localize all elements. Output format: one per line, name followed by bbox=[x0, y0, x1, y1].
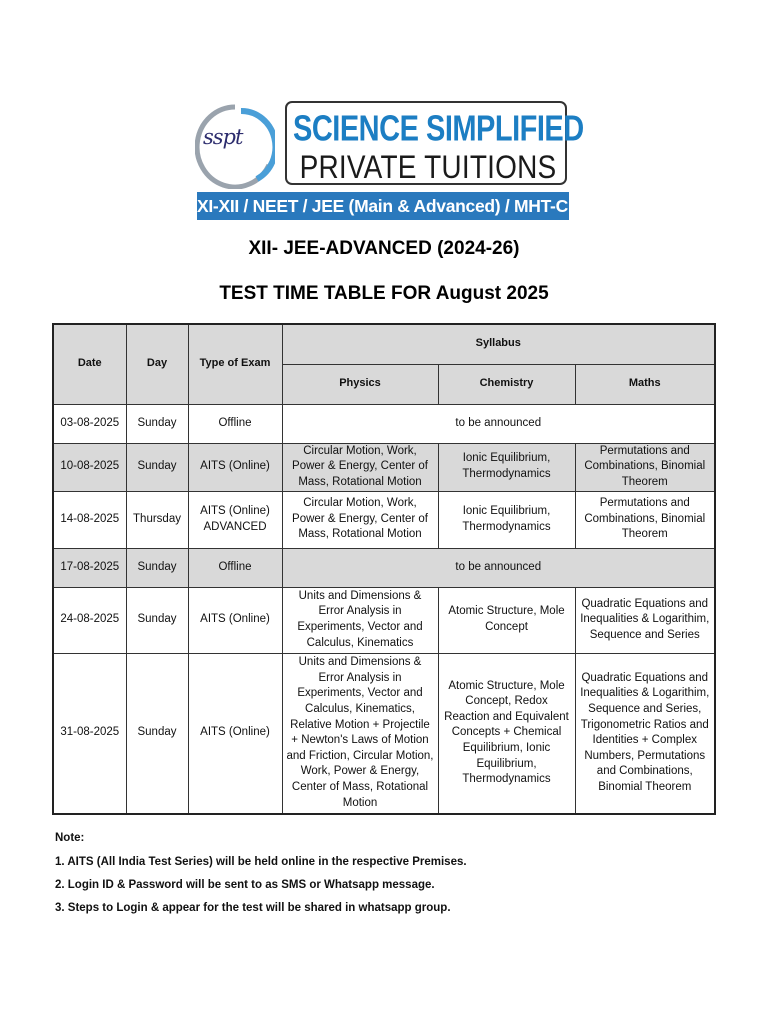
timetable bbox=[52, 323, 716, 815]
header-day: Day bbox=[126, 324, 188, 404]
cell-date: 24-08-2025 bbox=[53, 587, 126, 653]
cell-physics: Circular Motion, Work, Power & Energy, Center of Mass, Rotational Motion bbox=[282, 491, 438, 548]
header-date: Date bbox=[53, 324, 126, 404]
header-physics: Physics bbox=[282, 364, 438, 404]
brand-logo bbox=[195, 99, 590, 222]
cell-maths: Quadratic Equations and Inequalities & Logarithim, Sequence and Series bbox=[575, 587, 715, 653]
cell-day: Sunday bbox=[126, 404, 188, 443]
cell-chemistry: Atomic Structure, Mole Concept bbox=[438, 587, 575, 653]
cell-type: AITS (Online) bbox=[188, 443, 282, 491]
logo-name-box bbox=[285, 101, 584, 185]
cell-maths: Permutations and Combinations, Binomial Theorem bbox=[575, 443, 715, 491]
cell-physics: Units and Dimensions & Error Analysis in Experiments, Vector and Calculus, Kinematics bbox=[282, 587, 438, 653]
logo-line-1: SCIENCE SIMPLIFIED bbox=[293, 109, 584, 149]
table-row bbox=[53, 587, 715, 653]
cell-date: 10-08-2025 bbox=[53, 443, 126, 491]
cell-day: Sunday bbox=[126, 548, 188, 587]
table-row bbox=[53, 491, 715, 548]
table-row bbox=[53, 404, 715, 443]
cell-day: Sunday bbox=[126, 587, 188, 653]
cell-day: Sunday bbox=[126, 653, 188, 814]
cell-date: 17-08-2025 bbox=[53, 548, 126, 587]
table-row bbox=[53, 548, 715, 587]
table-row bbox=[53, 443, 715, 491]
cell-date: 14-08-2025 bbox=[53, 491, 126, 548]
note-item: 3. Steps to Login & appear for the test will be shared in whatsapp group. bbox=[55, 902, 451, 914]
cell-chemistry: Ionic Equilibrium, Thermodynamics bbox=[438, 491, 575, 548]
header-maths: Maths bbox=[575, 364, 715, 404]
cell-type: AITS (Online) ADVANCED bbox=[188, 491, 282, 548]
cell-chemistry: Atomic Structure, Mole Concept, Redox Reaction and Equivalent Concepts + Chemical Equilibrium, Ionic Equilibrium, Thermodynamics bbox=[438, 653, 575, 814]
cell-physics: Units and Dimensions & Error Analysis in Experiments, Vector and Calculus, Kinematics, Relative Motion + Projectile + Newton's Laws of Motion and Friction, Circular Motion, Work, Power & Energy, Center of Mass, Rotational Motion bbox=[282, 653, 438, 814]
note-item: 2. Login ID & Password will be sent to as SMS or Whatsapp message. bbox=[55, 879, 435, 891]
logo-mark-text: sspt bbox=[203, 125, 243, 149]
logo-line-2: PRIVATE TUITIONS bbox=[299, 149, 557, 185]
cell-day: Sunday bbox=[126, 443, 188, 491]
header-type: Type of Exam bbox=[188, 324, 282, 404]
header-chemistry: Chemistry bbox=[438, 364, 575, 404]
cell-day: Thursday bbox=[126, 491, 188, 548]
cell-syllabus-merged: to be announced bbox=[282, 404, 715, 443]
page-subtitle: TEST TIME TABLE FOR August 2025 bbox=[219, 283, 549, 304]
table-row bbox=[53, 653, 715, 814]
cell-maths: Permutations and Combinations, Binomial Theorem bbox=[575, 491, 715, 548]
cell-maths: Quadratic Equations and Inequalities & Logarithim, Sequence and Series, Trigonometric Ratios and Identities + Complex Numbers, Permutations and Combinations, Binomial Theorem bbox=[575, 653, 715, 814]
cell-type: AITS (Online) bbox=[188, 587, 282, 653]
logo-courses-strip: XI-XII / NEET / JEE (Main & Advanced) / MHT-CET bbox=[197, 192, 569, 220]
notes-section bbox=[55, 832, 467, 925]
cell-date: 03-08-2025 bbox=[53, 404, 126, 443]
header-syllabus: Syllabus bbox=[282, 324, 715, 364]
cell-date: 31-08-2025 bbox=[53, 653, 126, 814]
note-item: 1. AITS (All India Test Series) will be held online in the respective Premises. bbox=[55, 856, 467, 868]
cell-syllabus-merged: to be announced bbox=[282, 548, 715, 587]
page-title: XII- JEE-ADVANCED (2024-26) bbox=[248, 238, 520, 259]
cell-type: AITS (Online) bbox=[188, 653, 282, 814]
cell-chemistry: Ionic Equilibrium, Thermodynamics bbox=[438, 443, 575, 491]
cell-type: Offline bbox=[188, 548, 282, 587]
cell-type: Offline bbox=[188, 404, 282, 443]
notes-heading: Note: bbox=[55, 832, 85, 844]
cell-physics: Circular Motion, Work, Power & Energy, Center of Mass, Rotational Motion bbox=[282, 443, 438, 491]
